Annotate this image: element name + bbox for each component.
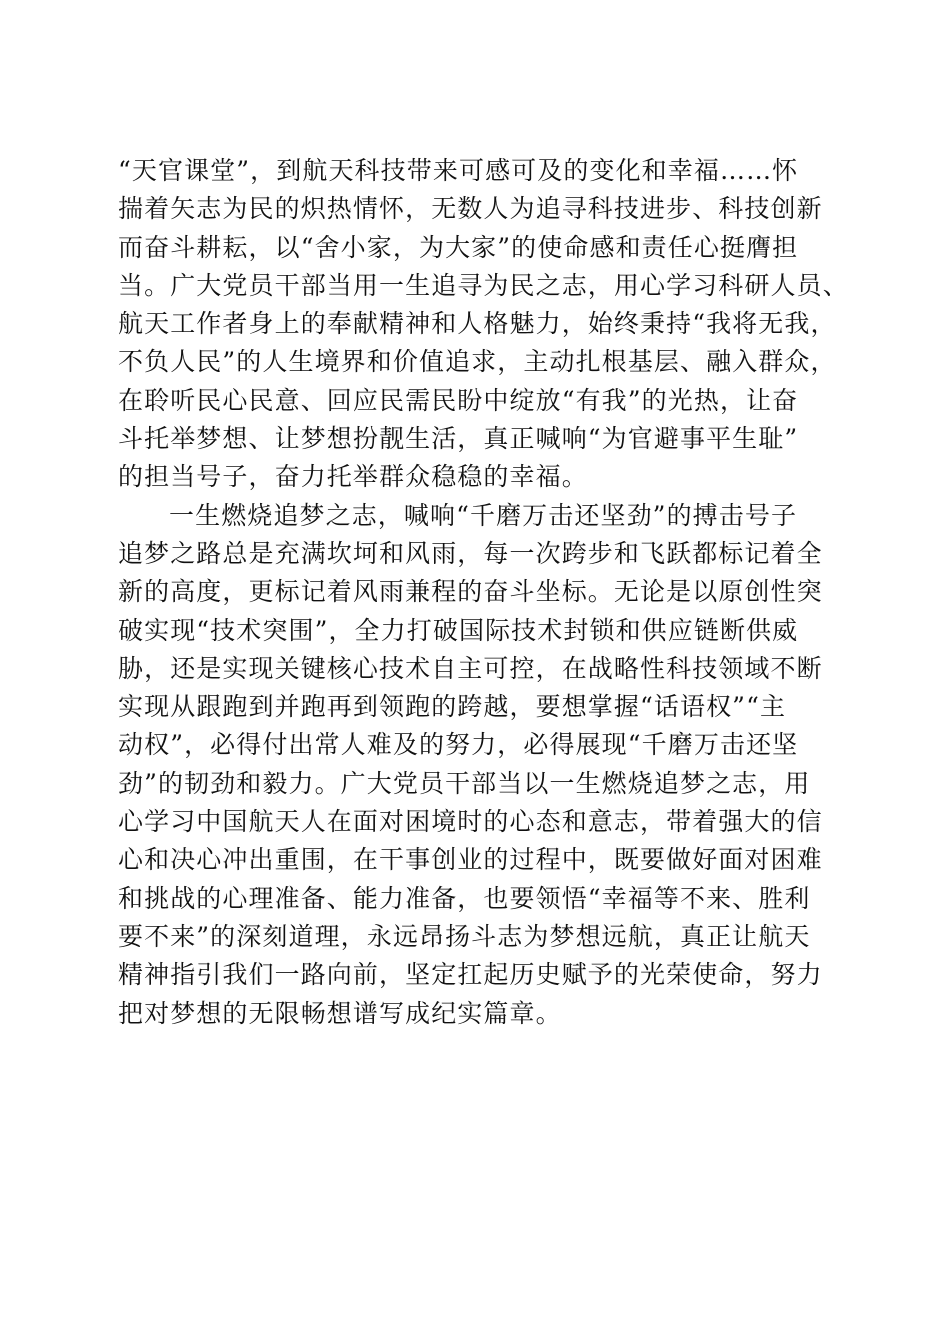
text-line: 把对梦想的无限畅想谱写成纪实篇章。 bbox=[118, 998, 562, 1028]
text-line: 揣着矢志为民的炽热情怀，无数人为追寻科技进步、科技创新 bbox=[118, 194, 823, 224]
text-line: 要不来”的深刻道理，永远昂扬斗志为梦想远航，真正让航天 bbox=[118, 921, 811, 951]
text-line: 胁，还是实现关键核心技术自主可控，在战略性科技领域不断 bbox=[118, 653, 823, 683]
text-line: 动权”，必得付出常人难及的努力，必得展现“千磨万击还坚 bbox=[118, 730, 799, 760]
text-line: “天官课堂”，到航天科技带来可感可及的变化和幸福……怀 bbox=[118, 156, 799, 185]
text-line: 不负人民”的人生境界和价值追求，主动扎根基层、融入群众， bbox=[118, 347, 837, 377]
text-line: 追梦之路总是充满坎坷和风雨，每一次跨步和飞跃都标记着全 bbox=[118, 538, 823, 568]
text-line: 而奋斗耕耘，以“舍小家，为大家”的使命感和责任心挺膺担 bbox=[118, 232, 799, 262]
text-line: 当。广大党员干部当用一生追寻为民之志，用心学习科研人员、 bbox=[118, 270, 849, 300]
text-line: 的担当号子，奋力托举群众稳稳的幸福。 bbox=[118, 462, 588, 492]
text-line: 心和决心冲出重围，在干事创业的过程中，既要做好面对困难 bbox=[118, 845, 823, 875]
text-line: 斗托举梦想、让梦想扮靓生活，真正喊响“为官避事平生耻” bbox=[118, 424, 799, 454]
text-line: 航天工作者身上的奉献精神和人格魅力，始终秉持“我将无我， bbox=[118, 309, 837, 339]
text-line: 劲”的韧劲和毅力。广大党员干部当以一生燃烧追梦之志，用 bbox=[118, 768, 811, 798]
text-line: 在聆听民心民意、回应民需民盼中绽放“有我”的光热，让奋 bbox=[118, 385, 799, 415]
text-line: 精神指引我们一路向前，坚定扛起历史赋予的光荣使命，努力 bbox=[118, 960, 823, 990]
text-line: 心学习中国航天人在面对困境时的心态和意志，带着强大的信 bbox=[118, 807, 823, 837]
text-line: 和挑战的心理准备、能力准备，也要领悟“幸福等不来、胜利 bbox=[118, 883, 811, 913]
text-line: 新的高度，更标记着风雨兼程的奋斗坐标。无论是以原创性突 bbox=[118, 577, 823, 607]
document-body bbox=[118, 152, 849, 1033]
text-line: 实现从跟跑到并跑再到领跑的跨越，要想掌握“话语权”“主 bbox=[118, 692, 787, 722]
text-line: 破实现“技术突围”，全力打破国际技术封锁和供应链断供威 bbox=[118, 615, 799, 645]
paragraph-heading-line: 一生燃烧追梦之志，喊响“千磨万击还坚劲”的搏击号子 bbox=[169, 500, 798, 530]
